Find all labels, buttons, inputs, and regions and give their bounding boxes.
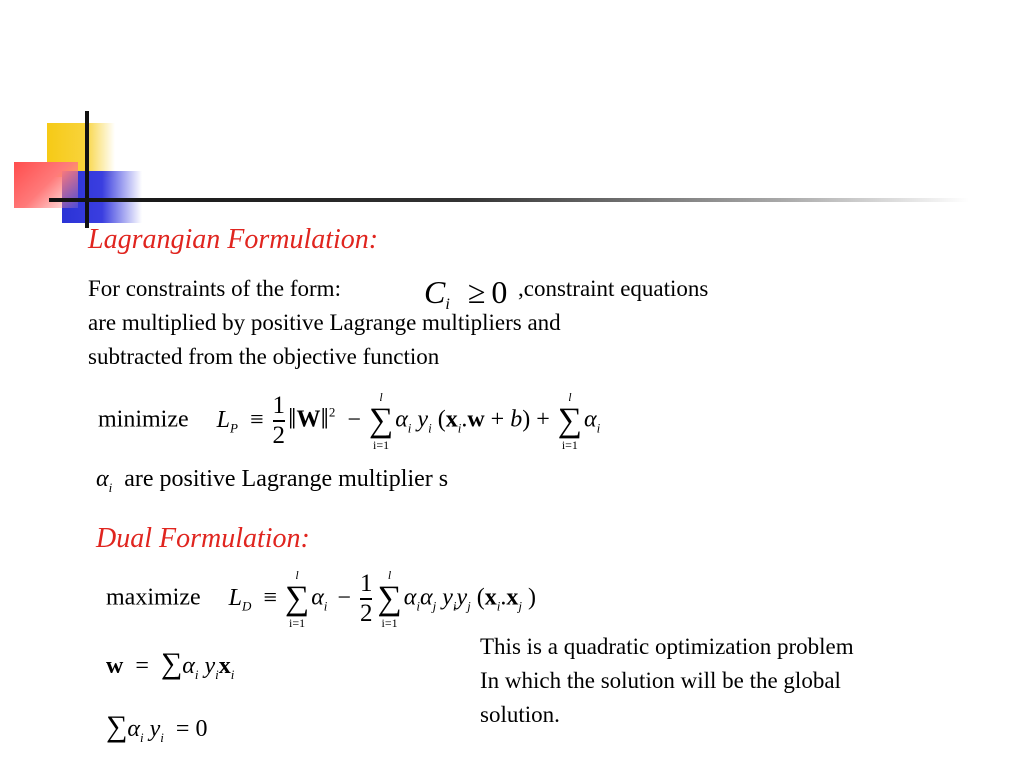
intro-line-3: subtracted from the objective function [88,344,440,369]
note-line-3: solution. [480,702,560,727]
alpha-note: $\alpha_i$ are positive Lagrange multiplier s [96,466,449,495]
constraint-tail: ,constraint equations [518,276,709,301]
note-line-1: This is a quadratic optimization problem [480,634,854,659]
note-line-2: In which the solution will be the global [480,668,841,693]
heading-dual: Dual Formulation: [96,523,310,554]
decor-vertical-line [85,111,89,228]
sum-constraint-equation: $\sum\alpha_i$ $y_i = 0$ [106,710,208,745]
constraint-expression: $C_i \ge 0$ [424,274,508,313]
constraint-intro: For constraints of the form: [88,276,341,301]
intro-line-2: are multiplied by positive Lagrange multipliers and [88,310,561,335]
heading-lagrangian: Lagrangian Formulation: [88,224,379,255]
decor-horizontal-rule [49,198,969,202]
w-equation: $w = \sum\alpha_i$ $y_ix_i$ [106,647,235,682]
dual-objective-equation: maximize $L_D$ ≡ l ∑ i=1 $\alpha_i$ − $\frac{1}{2}$ l ∑ i=1 $\alpha_i\alpha_j$ $y_iy_j$ ($x_i.x_j$ ) [106,568,536,630]
primal-objective-equation: minimize $L_P$ ≡ $\frac{1}{2}$ ‖W‖$^2$ − l ∑ i=1 $\alpha_i$ $y_i$ $(x_i.w + b)$ + l ∑ i=1 $\alpha_i$ [98,390,601,452]
